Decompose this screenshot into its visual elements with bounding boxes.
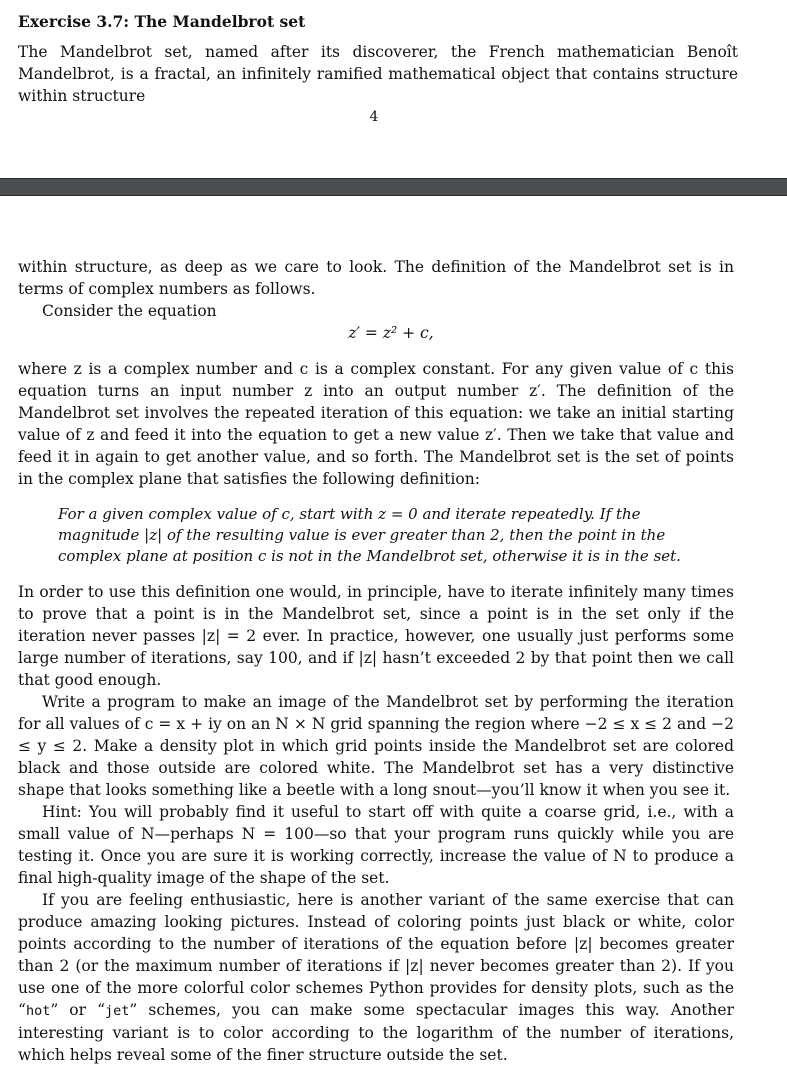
paragraph-practice: In order to use this definition one would, in principle, have to iterate infinitely many times to prove that a point is in the Mandelbrot set, since a point is in the set only if the iteration never passes |z| = 2 ever. In practice, however, one usually just performs some large number of iterations, say 100, and if |z| hasn’t exceeded 2 by that point then we call that good enough. (18, 583, 734, 689)
page-separator-bar (0, 178, 787, 196)
previous-page-fragment (0, 0, 787, 178)
paragraph-consider: Consider the equation (42, 302, 217, 320)
variant-text-a: If you are feeling enthusiastic, here is another variant of the same exercise that can produce amazing looking pictures. Instead of coloring points just black or white, color points according to the number of iterations of the equation before |z| becomes greater than 2 (or the maximum number of iterations if |z| never becomes greater than 2). If you use one of the more colorful color schemes Python provides for density plots, such as the “ (18, 891, 734, 1019)
variant-text-b: ” or “ (50, 1001, 106, 1019)
exercise-heading: Exercise 3.7: The Mandelbrot set (18, 12, 306, 31)
variant-text-c: ” schemes, you can make some spectacular images this way. Another interesting variant is to color according to the logarithm of the number of iterations, which helps reveal some of the finer structure outside the set. (18, 1001, 734, 1064)
page-number: 4 (369, 109, 379, 125)
code-jet: jet (105, 1003, 130, 1019)
paragraph-hint: Hint: You will probably find it useful to start off with quite a coarse grid, i.e., with a small value of N—perhaps N = 100—so that your program runs quickly while you are testing it. Once you are sure it is working correctly, increase the value of N to produce a final high-quality image of the shape of the set. (18, 803, 734, 887)
paragraph-variant (18, 889, 734, 1066)
paragraph-program: Write a program to make an image of the Mandelbrot set by performing the iteration for all values of c = x + iy on an N × N grid spanning the region where −2 ≤ x ≤ 2 and −2 ≤ y ≤ 2. Make a density plot in which grid points inside the Mandelbrot set are colored black and those outside are colored white. The Mandelbrot set has a very distinctive shape that looks something like a beetle with a long snout—you’ll know it when you see it. (18, 693, 734, 799)
page-content (18, 256, 734, 1066)
definition-block: For a given complex value of c, start with z = 0 and iterate repeatedly. If the magnitude |z| of the resulting value is ever greater than 2, then the point in the complex plane at position c is not in the Mandelbrot set, otherwise it is in the set. (58, 505, 681, 565)
paragraph-iteration: where z is a complex number and c is a complex constant. For any given value of c this equation turns an input number z into an output number z′. The definition of the Mandelbrot set involves the repeated iteration of this equation: we take an initial starting value of z and feed it into the equation to get a new value z′. Then we take that value and feed it in again to get another value, and so forth. The Mandelbrot set is the set of points in the complex plane that satisfies the following definition: (18, 360, 734, 488)
intro-paragraph: The Mandelbrot set, named after its discoverer, the French mathematician Benoît Mandelbrot, is a fractal, an infinitely ramified mathematical object that contains structure within structure (18, 43, 738, 105)
code-hot: hot (25, 1003, 51, 1019)
paragraph-continuation: within structure, as deep as we care to look. The definition of the Mandelbrot set is in terms of complex numbers as follows. (18, 258, 734, 298)
equation: z′ = z² + c, (348, 324, 434, 342)
